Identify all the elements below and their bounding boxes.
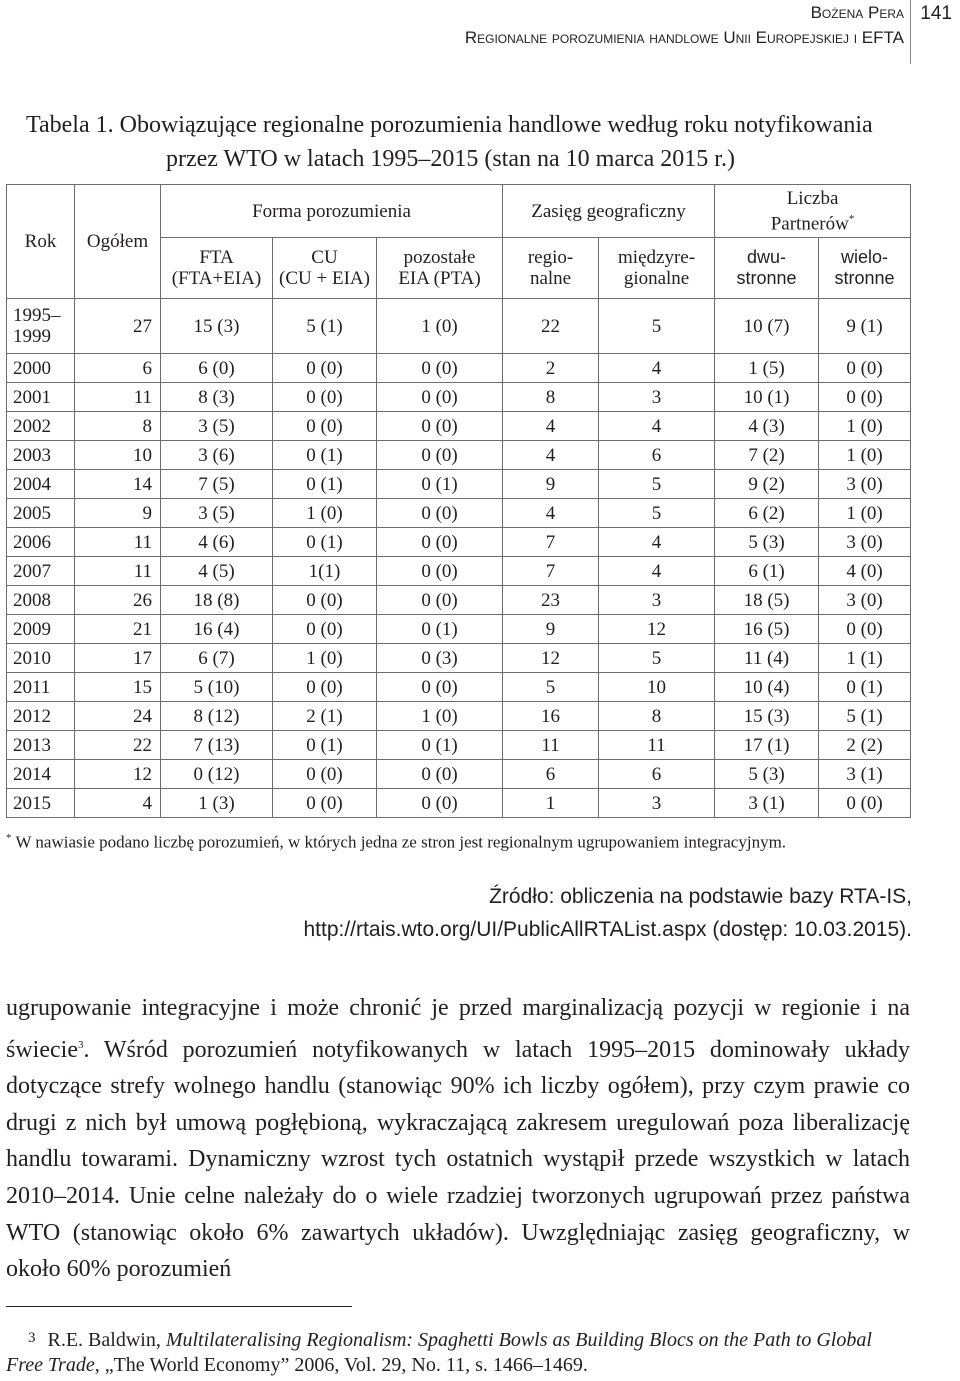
running-head	[465, 0, 904, 50]
cell-cu: 0 (0)	[273, 760, 377, 789]
cell-wielostronne: 3 (1)	[819, 760, 911, 789]
cell-ogolem: 6	[75, 354, 161, 383]
cell-regionalne: 9	[503, 470, 599, 499]
cell-regionalne: 16	[503, 702, 599, 731]
header-liczba-mark: *	[848, 212, 855, 225]
footnote-divider	[6, 1306, 352, 1307]
cell-miedzyregionalne: 5	[599, 470, 715, 499]
cell-dwustronne: 6 (1)	[715, 557, 819, 586]
cell-pozostale: 0 (0)	[377, 499, 503, 528]
cell-ogolem: 11	[75, 383, 161, 412]
table-row	[7, 673, 911, 702]
header-miedzyregionalne: międzyre- gionalne	[599, 238, 715, 299]
header-zasieg-geograficzny: Zasięg geograficzny	[503, 185, 715, 238]
cell-rok: 2005	[7, 499, 75, 528]
cell-wielostronne: 9 (1)	[819, 299, 911, 354]
cell-fta: 5 (10)	[161, 673, 273, 702]
header-pozostale: pozostałe EIA (PTA)	[377, 238, 503, 299]
cell-dwustronne: 16 (5)	[715, 615, 819, 644]
cell-regionalne: 1	[503, 789, 599, 818]
cell-dwustronne: 15 (3)	[715, 702, 819, 731]
cell-fta: 7 (13)	[161, 731, 273, 760]
cell-wielostronne: 5 (1)	[819, 702, 911, 731]
cell-pozostale: 0 (0)	[377, 760, 503, 789]
cell-pozostale: 1 (0)	[377, 702, 503, 731]
footnote	[6, 1326, 910, 1378]
cell-wielostronne: 3 (0)	[819, 470, 911, 499]
table-row	[7, 499, 911, 528]
cell-ogolem: 9	[75, 499, 161, 528]
header-ogolem: Ogółem	[75, 185, 161, 299]
cell-pozostale: 0 (0)	[377, 441, 503, 470]
cell-pozostale: 0 (0)	[377, 354, 503, 383]
cell-regionalne: 7	[503, 557, 599, 586]
cell-fta: 4 (6)	[161, 528, 273, 557]
header-rok: Rok	[7, 185, 75, 299]
cell-rok: 2014	[7, 760, 75, 789]
table-source	[303, 880, 912, 946]
cell-ogolem: 4	[75, 789, 161, 818]
cell-dwustronne: 10 (1)	[715, 383, 819, 412]
cell-rok: 2015	[7, 789, 75, 818]
cell-cu: 0 (0)	[273, 383, 377, 412]
cell-miedzyregionalne: 4	[599, 412, 715, 441]
cell-wielostronne: 1 (1)	[819, 644, 911, 673]
cell-regionalne: 23	[503, 586, 599, 615]
cell-fta: 8 (3)	[161, 383, 273, 412]
cell-miedzyregionalne: 4	[599, 354, 715, 383]
cell-cu: 0 (0)	[273, 673, 377, 702]
cell-pozostale: 0 (0)	[377, 789, 503, 818]
cell-cu: 0 (1)	[273, 528, 377, 557]
cell-ogolem: 14	[75, 470, 161, 499]
table-row	[7, 383, 911, 412]
table-row	[7, 528, 911, 557]
cell-pozostale: 0 (0)	[377, 383, 503, 412]
table-note-mark: *	[6, 832, 12, 844]
cell-wielostronne: 0 (0)	[819, 615, 911, 644]
header-dwustronne: dwu- stronne	[715, 238, 819, 299]
cell-rok: 2009	[7, 615, 75, 644]
cell-rok: 2002	[7, 412, 75, 441]
cell-rok: 2011	[7, 673, 75, 702]
cell-miedzyregionalne: 3	[599, 789, 715, 818]
cell-pozostale: 0 (1)	[377, 615, 503, 644]
cell-cu: 0 (0)	[273, 412, 377, 441]
cell-cu: 0 (1)	[273, 731, 377, 760]
cell-fta: 7 (5)	[161, 470, 273, 499]
cell-dwustronne: 3 (1)	[715, 789, 819, 818]
table-header-row	[7, 185, 911, 238]
header-regionalne: regio- nalne	[503, 238, 599, 299]
cell-ogolem: 12	[75, 760, 161, 789]
cell-wielostronne: 0 (0)	[819, 789, 911, 818]
cell-wielostronne: 1 (0)	[819, 499, 911, 528]
cell-dwustronne: 10 (4)	[715, 673, 819, 702]
running-head-divider	[910, 0, 911, 64]
table-row	[7, 731, 911, 760]
cell-miedzyregionalne: 3	[599, 586, 715, 615]
footnote-title: Multilateralising Regionalism: Spaghetti Bowls as Building Blocs on the Path to Global Free Trade	[6, 1329, 872, 1376]
cell-dwustronne: 10 (7)	[715, 299, 819, 354]
cell-ogolem: 15	[75, 673, 161, 702]
table-row	[7, 760, 911, 789]
page-number: 141	[920, 3, 952, 24]
cell-miedzyregionalne: 5	[599, 299, 715, 354]
cell-fta: 18 (8)	[161, 586, 273, 615]
cell-rok: 2007	[7, 557, 75, 586]
cell-miedzyregionalne: 5	[599, 499, 715, 528]
cell-pozostale: 0 (3)	[377, 644, 503, 673]
cell-miedzyregionalne: 6	[599, 441, 715, 470]
cell-miedzyregionalne: 5	[599, 644, 715, 673]
cell-cu: 1 (0)	[273, 499, 377, 528]
body-paragraph: ugrupowanie integracyjne i może chronić je przed marginalizacją pozycji w regionie i na świecie$^3$. Wśród porozumień notyfikowanych w latach 1995–2015 dominowały układy dotyczące strefy wolnego handlu (stanowiąc 90% ich liczby ogółem), przy czym prawie co drugi z nich był umową pogłębioną, wykraczającą zakresem uregulowań poza liberalizację handlu towarami. Dynamiczny wzrost tych ostatnich wystąpił przede wszystkich w latach 2010–2014. Unie celne należały do o wiele rzadziej tworzonych ugrupowań przez państwa WTO (stanowiąc około 6% zawartych układów). Uwzględniając zasięg geograficzny, w około 60% porozumień	[6, 995, 910, 1283]
cell-fta: 6 (7)	[161, 644, 273, 673]
cell-regionalne: 2	[503, 354, 599, 383]
cell-cu: 5 (1)	[273, 299, 377, 354]
cell-dwustronne: 7 (2)	[715, 441, 819, 470]
table-row	[7, 441, 911, 470]
cell-miedzyregionalne: 11	[599, 731, 715, 760]
cell-pozostale: 0 (1)	[377, 731, 503, 760]
cell-regionalne: 8	[503, 383, 599, 412]
cell-pozostale: 0 (0)	[377, 557, 503, 586]
cell-miedzyregionalne: 8	[599, 702, 715, 731]
cell-pozostale: 1 (0)	[377, 299, 503, 354]
cell-regionalne: 9	[503, 615, 599, 644]
cell-ogolem: 26	[75, 586, 161, 615]
cell-wielostronne: 0 (1)	[819, 673, 911, 702]
cell-regionalne: 5	[503, 673, 599, 702]
cell-cu: 0 (1)	[273, 441, 377, 470]
cell-fta: 8 (12)	[161, 702, 273, 731]
table-note	[6, 826, 906, 855]
running-head-title: Regionalne porozumienia handlowe Unii Europejskiej i EFTA	[464, 28, 904, 47]
cell-wielostronne: 0 (0)	[819, 383, 911, 412]
cell-dwustronne: 5 (3)	[715, 760, 819, 789]
cell-fta: 3 (5)	[161, 499, 273, 528]
cell-wielostronne: 1 (0)	[819, 412, 911, 441]
header-forma-porozumienia: Forma porozumienia	[161, 185, 503, 238]
cell-ogolem: 22	[75, 731, 161, 760]
cell-regionalne: 11	[503, 731, 599, 760]
cell-cu: 0 (0)	[273, 354, 377, 383]
cell-wielostronne: 1 (0)	[819, 441, 911, 470]
table-row	[7, 644, 911, 673]
cell-fta: 3 (6)	[161, 441, 273, 470]
cell-fta: 4 (5)	[161, 557, 273, 586]
cell-fta: 1 (3)	[161, 789, 273, 818]
cell-ogolem: 11	[75, 528, 161, 557]
table-body	[7, 299, 911, 818]
footnote-author: R.E. Baldwin,	[47, 1329, 166, 1351]
running-head-author: Bożena Pera	[810, 3, 904, 22]
cell-rok: 1995– 1999	[7, 299, 75, 354]
table-row	[7, 586, 911, 615]
footnote-number: 3	[28, 1330, 36, 1346]
cell-rok: 2001	[7, 383, 75, 412]
header-fta: FTA (FTA+EIA)	[161, 238, 273, 299]
cell-rok: 2000	[7, 354, 75, 383]
cell-dwustronne: 4 (3)	[715, 412, 819, 441]
cell-dwustronne: 17 (1)	[715, 731, 819, 760]
cell-miedzyregionalne: 10	[599, 673, 715, 702]
cell-fta: 16 (4)	[161, 615, 273, 644]
cell-miedzyregionalne: 3	[599, 383, 715, 412]
cell-wielostronne: 4 (0)	[819, 557, 911, 586]
cell-wielostronne: 3 (0)	[819, 528, 911, 557]
table-caption	[26, 108, 926, 176]
cell-ogolem: 21	[75, 615, 161, 644]
cell-cu: 0 (0)	[273, 586, 377, 615]
cell-regionalne: 4	[503, 499, 599, 528]
table-source-line-2: http://rtais.wto.org/UI/PublicAllRTAList.aspx (dostęp: 10.03.2015).	[303, 918, 912, 941]
cell-regionalne: 7	[503, 528, 599, 557]
cell-dwustronne: 18 (5)	[715, 586, 819, 615]
cell-miedzyregionalne: 12	[599, 615, 715, 644]
rta-table	[6, 184, 911, 818]
cell-cu: 2 (1)	[273, 702, 377, 731]
cell-cu: 0 (1)	[273, 470, 377, 499]
cell-ogolem: 17	[75, 644, 161, 673]
header-wielostronne: wielo- stronne	[819, 238, 911, 299]
cell-miedzyregionalne: 4	[599, 528, 715, 557]
cell-rok: 2013	[7, 731, 75, 760]
header-liczba-partnerow	[715, 185, 911, 238]
table-row	[7, 412, 911, 441]
footnote-reference[interactable]: 3	[77, 1038, 84, 1051]
table-note-text: W nawiasie podano liczbę porozumień, w których jedna ze stron jest regionalnym ugrupowaniem integracyjnym.	[11, 832, 787, 852]
cell-regionalne: 4	[503, 412, 599, 441]
cell-pozostale: 0 (0)	[377, 586, 503, 615]
cell-fta: 6 (0)	[161, 354, 273, 383]
cell-regionalne: 22	[503, 299, 599, 354]
table-source-line-1: Źródło: obliczenia na podstawie bazy RTA-IS,	[489, 885, 912, 908]
cell-miedzyregionalne: 6	[599, 760, 715, 789]
cell-fta: 3 (5)	[161, 412, 273, 441]
cell-fta: 15 (3)	[161, 299, 273, 354]
table-row	[7, 299, 911, 354]
cell-pozostale: 0 (0)	[377, 673, 503, 702]
header-liczba-line-2: Partnerów	[770, 213, 849, 235]
cell-regionalne: 6	[503, 760, 599, 789]
cell-pozostale: 0 (0)	[377, 412, 503, 441]
cell-wielostronne: 2 (2)	[819, 731, 911, 760]
cell-miedzyregionalne: 4	[599, 557, 715, 586]
table-row	[7, 470, 911, 499]
table-row	[7, 789, 911, 818]
cell-rok: 2003	[7, 441, 75, 470]
cell-wielostronne: 3 (0)	[819, 586, 911, 615]
cell-fta: 0 (12)	[161, 760, 273, 789]
cell-dwustronne: 6 (2)	[715, 499, 819, 528]
header-liczba-line-1: Liczba	[786, 187, 839, 209]
cell-cu: 1(1)	[273, 557, 377, 586]
cell-ogolem: 27	[75, 299, 161, 354]
cell-ogolem: 10	[75, 441, 161, 470]
footnote-rest: , „The World Economy” 2006, Vol. 29, No. 11, s. 1466–1469.	[94, 1354, 588, 1376]
cell-cu: 1 (0)	[273, 644, 377, 673]
cell-pozostale: 0 (1)	[377, 470, 503, 499]
cell-dwustronne: 9 (2)	[715, 470, 819, 499]
cell-dwustronne: 1 (5)	[715, 354, 819, 383]
cell-cu: 0 (0)	[273, 615, 377, 644]
cell-ogolem: 11	[75, 557, 161, 586]
cell-rok: 2012	[7, 702, 75, 731]
cell-wielostronne: 0 (0)	[819, 354, 911, 383]
table-row	[7, 702, 911, 731]
table-row	[7, 615, 911, 644]
cell-regionalne: 4	[503, 441, 599, 470]
body-text	[6, 990, 910, 1288]
cell-rok: 2004	[7, 470, 75, 499]
cell-ogolem: 24	[75, 702, 161, 731]
table-row	[7, 354, 911, 383]
table-caption-line-1: Tabela 1. Obowiązujące regionalne porozumienia handlowe według roku notyfikowania	[26, 112, 873, 138]
cell-rok: 2010	[7, 644, 75, 673]
table-row	[7, 557, 911, 586]
table-caption-line-2: przez WTO w latach 1995–2015 (stan na 10 marca 2015 r.)	[166, 146, 735, 172]
header-cu: CU (CU + EIA)	[273, 238, 377, 299]
cell-cu: 0 (0)	[273, 789, 377, 818]
cell-dwustronne: 5 (3)	[715, 528, 819, 557]
cell-pozostale: 0 (0)	[377, 528, 503, 557]
cell-regionalne: 12	[503, 644, 599, 673]
cell-rok: 2008	[7, 586, 75, 615]
cell-dwustronne: 11 (4)	[715, 644, 819, 673]
cell-ogolem: 8	[75, 412, 161, 441]
cell-rok: 2006	[7, 528, 75, 557]
